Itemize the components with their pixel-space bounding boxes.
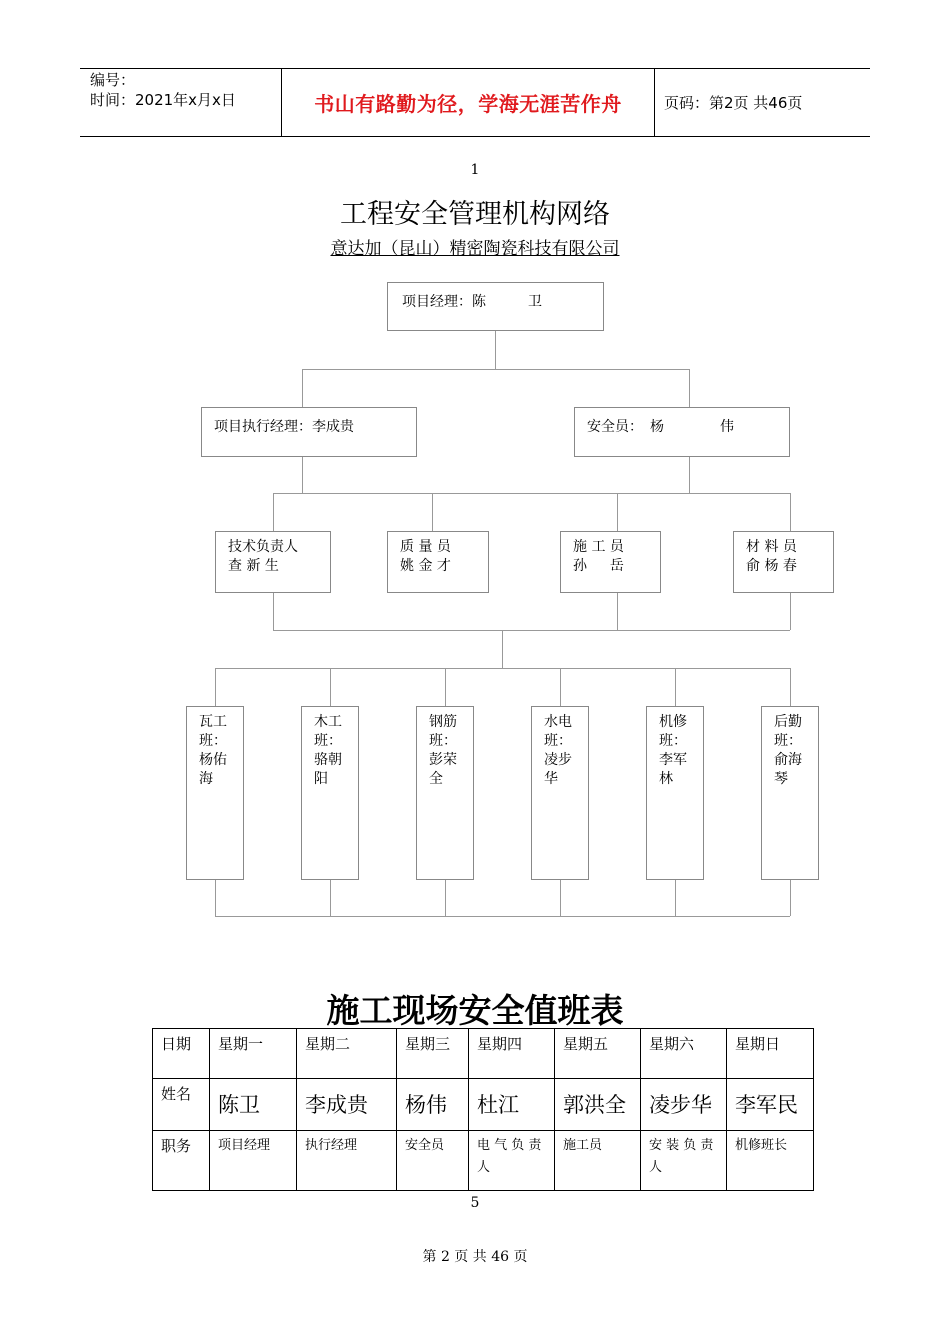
header-divider [654,68,655,136]
connector [215,668,216,706]
manager-label: 项目经理：陈 卫 [402,294,542,310]
connector [215,880,216,916]
day-cell: 星期日 [727,1029,814,1079]
team-box-plumbing [531,706,589,880]
staff-role: 质 量 员 [400,539,451,555]
staff-box-construction [560,531,661,593]
connector [273,630,790,631]
page-mark-top: 1 [470,162,480,178]
name-cell: 杜江 [469,1079,555,1131]
staff-name: 俞 杨 春 [746,558,797,574]
header-page-info: 页码：第2页 共46页 [664,94,803,112]
connector [302,369,303,407]
page-mark-bottom: 5 [470,1195,480,1211]
staff-name: 查 新 生 [228,558,279,574]
team-box-logistics [761,706,819,880]
company-name: 意达加（昆山）精密陶瓷科技有限公司 [330,239,620,259]
connector [790,493,791,531]
manager-box [387,282,604,331]
row-label-date: 日期 [153,1029,210,1079]
role-cell: 机修班长 [727,1131,814,1191]
connector [675,880,676,916]
role-cell: 安 装 负 责 人 [641,1131,727,1191]
staff-box-tech [215,531,331,593]
connector [790,668,791,706]
role-cell: 安全员 [397,1131,469,1191]
time-label: 时间：2021年x月x日 [90,91,236,109]
safety-officer-box [574,407,790,457]
connector [495,331,496,369]
duty-table [152,1028,814,1191]
day-cell: 星期一 [210,1029,297,1079]
header-motto: 书山有路勤为径，学海无涯苦作舟 [314,91,622,116]
name-cell: 杨伟 [397,1079,469,1131]
connector [790,593,791,630]
role-cell: 执行经理 [297,1131,397,1191]
page-footer: 第 2 页 共 46 页 [422,1249,528,1265]
number-label: 编号： [90,71,136,89]
role-cell: 项目经理 [210,1131,297,1191]
connector [790,880,791,916]
connector [502,630,503,668]
name-cell: 郭洪全 [555,1079,641,1131]
connector [445,668,446,706]
row-label-role: 职务 [153,1131,210,1191]
team-label: 水电班：凌步华 [544,714,572,787]
org-chart-title: 工程安全管理机构网络 [340,199,610,230]
connector [215,668,790,669]
exec-manager-label: 项目执行经理：李成贵 [214,419,354,435]
name-cell: 李成贵 [297,1079,397,1131]
team-label: 木工班：骆朝阳 [314,714,342,787]
table-row [153,1079,814,1131]
team-label: 机修班：李军林 [659,714,687,787]
connector [560,880,561,916]
role-cell: 电 气 负 责 人 [469,1131,555,1191]
connector [273,493,790,494]
row-label-name: 姓名 [153,1079,210,1131]
connector [273,593,274,630]
day-cell: 星期四 [469,1029,555,1079]
header-bottom-rule [80,136,870,137]
connector [445,880,446,916]
team-label: 钢筋班：彭荣全 [429,714,457,787]
connector [302,369,689,370]
name-cell: 李军民 [727,1079,814,1131]
team-label: 后勤班：俞海琴 [774,714,802,787]
connector [689,369,690,407]
staff-name: 姚 金 才 [400,558,451,574]
team-box-rebar [416,706,474,880]
team-box-carpentry [301,706,359,880]
exec-manager-box [201,407,417,457]
connector [330,668,331,706]
staff-role: 材 料 员 [746,539,797,555]
connector [560,668,561,706]
day-cell: 星期二 [297,1029,397,1079]
staff-name: 孙 岳 [573,558,624,574]
staff-box-quality [387,531,489,593]
team-label: 瓦工班：杨佑海 [199,714,227,787]
day-cell: 星期五 [555,1029,641,1079]
team-box-tile [186,706,244,880]
connector [302,457,303,493]
staff-box-material [733,531,834,593]
name-cell: 陈卫 [210,1079,297,1131]
header-meta [90,70,236,110]
duty-table-title: 施工现场安全值班表 [326,991,624,1030]
safety-officer-label: 安全员： 杨 伟 [587,419,734,435]
connector [215,916,790,917]
name-cell: 凌步华 [641,1079,727,1131]
staff-role: 技术负责人 [228,539,298,555]
day-cell: 星期三 [397,1029,469,1079]
connector [273,493,274,531]
staff-role: 施 工 员 [573,539,624,555]
table-row [153,1029,814,1079]
connector [330,880,331,916]
table-row [153,1131,814,1191]
day-cell: 星期六 [641,1029,727,1079]
connector [675,668,676,706]
team-box-repair [646,706,704,880]
connector [617,593,618,630]
connector [689,457,690,493]
connector [432,493,433,531]
connector [617,493,618,531]
role-cell: 施工员 [555,1131,641,1191]
